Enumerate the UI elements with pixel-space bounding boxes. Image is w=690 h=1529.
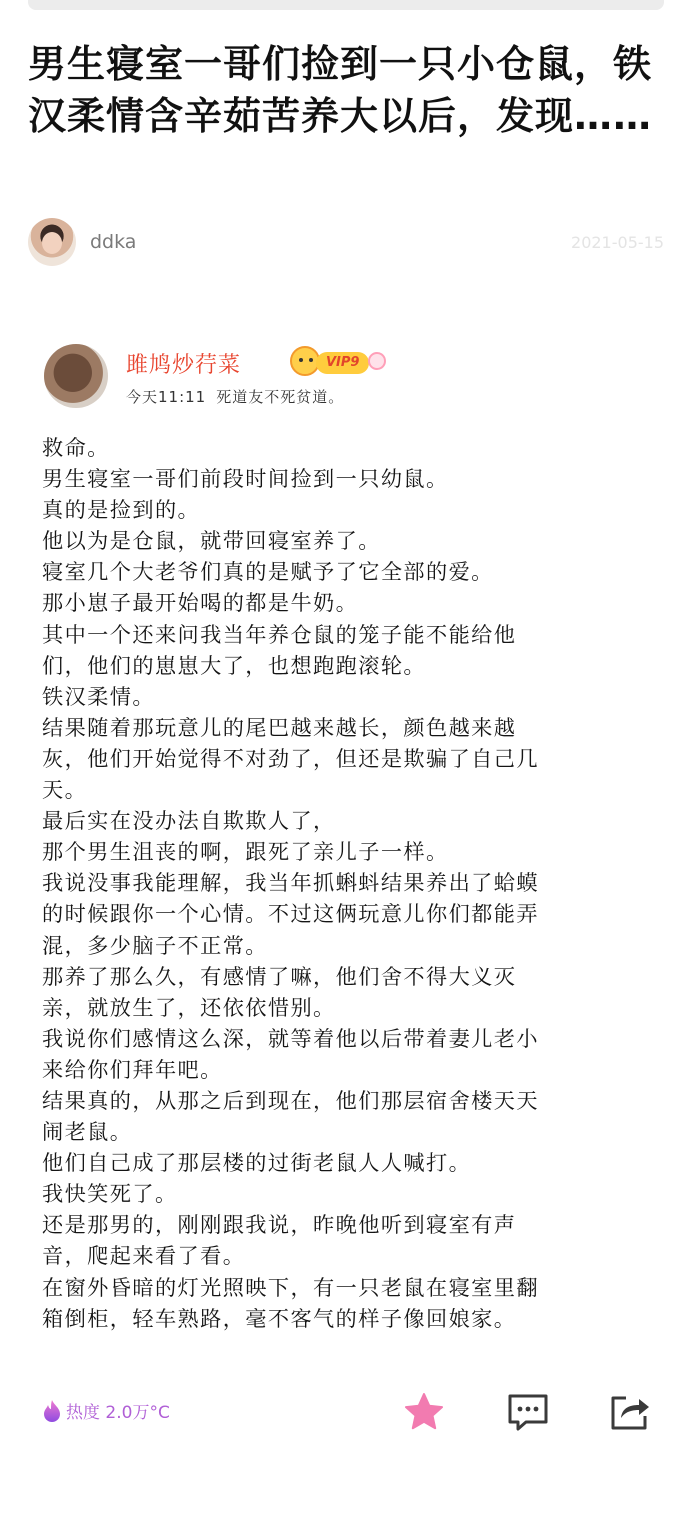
heat-indicator [42, 1398, 170, 1423]
share-icon [608, 1390, 652, 1434]
comment-icon [506, 1390, 550, 1434]
post-line: 铁汉柔情。 [42, 683, 155, 709]
star-icon [402, 1390, 446, 1434]
post-line: 在窗外昏暗的灯光照映下，有一只老鼠在寝室里翻 [42, 1274, 539, 1300]
post-line: 我说没事我能理解，我当年抓蝌蚪结果养出了蛤蟆 [42, 870, 539, 896]
post-line: 他们自己成了那层楼的过街老鼠人人喊打。 [42, 1150, 472, 1176]
post-line: 真的是捡到的。 [42, 497, 201, 523]
post-body [42, 432, 652, 1334]
share-button[interactable] [608, 1390, 652, 1434]
post-line: 最后实在没办法自欺欺人了， [42, 808, 336, 834]
heat-label: 热度 2.0万°C [66, 1403, 170, 1423]
post-line: 那个男生沮丧的啊，跟死了亲儿子一样。 [42, 839, 449, 865]
top-bar [28, 0, 664, 10]
flame-icon [42, 1399, 62, 1423]
post-line: 亲，就放生了，还依依惜别。 [42, 994, 336, 1020]
post-line: 们，他们的崽崽大了，也想跑跑滚轮。 [42, 652, 426, 678]
post-line: 我快笑死了。 [42, 1181, 178, 1207]
post-line: 灰，他们开始觉得不对劲了，但还是欺骗了自己几 [42, 745, 539, 771]
post-line: 其中一个还来问我当年养仓鼠的笼子能不能给他 [42, 621, 517, 647]
post-line: 箱倒柜，轻车熟路，毫不客气的样子像回娘家。 [42, 1305, 517, 1331]
like-button[interactable] [402, 1390, 446, 1434]
poster-name[interactable]: 雎鸠炒荇菜 [126, 353, 242, 378]
post-line: 来给你们拜年吧。 [42, 1056, 223, 1082]
post-line: 音，爬起来看了看。 [42, 1243, 246, 1269]
comment-button[interactable] [506, 1390, 550, 1434]
poster-signature: 死道友不死贫道。 [216, 388, 345, 406]
post-line: 那养了那么久，有感情了嘛，他们舍不得大义灭 [42, 963, 517, 989]
poster-avatar[interactable] [44, 344, 108, 408]
post-date: 2021-05-15 [571, 232, 664, 252]
post-line: 结果随着那玩意儿的尾巴越来越长，颜色越来越 [42, 714, 517, 740]
article-title: 男生寝室一哥们捡到一只小仓鼠，铁汉柔情含辛茹苦养大以后，发现…… [28, 42, 653, 138]
post-line: 闹老鼠。 [42, 1119, 133, 1145]
author-row [28, 216, 664, 268]
poster-meta [126, 386, 344, 407]
post-line: 天。 [42, 777, 88, 803]
post-line: 的时候跟你一个心情。不过这俩玩意儿你们都能弄 [42, 901, 539, 927]
author-name[interactable]: ddka [90, 231, 137, 253]
bottom-action-bar [0, 1384, 690, 1444]
post-line: 混，多少脑子不正常。 [42, 932, 268, 958]
post-line: 男生寝室一哥们前段时间捡到一只幼鼠。 [42, 466, 449, 492]
post-line: 我说你们感情这么深，就等着他以后带着妻儿老小 [42, 1025, 539, 1051]
post-line: 还是那男的，刚刚跟我说，昨晚他听到寝室有声 [42, 1212, 517, 1238]
post-line: 寝室几个大老爷们真的是赋予了它全部的爱。 [42, 559, 494, 585]
vip-badge [290, 344, 390, 378]
post-line: 救命。 [42, 435, 110, 460]
post-line: 那小崽子最开始喝的都是牛奶。 [42, 590, 359, 616]
post-time: 今天11:11 [126, 388, 207, 406]
post-line: 他以为是仓鼠，就带回寝室养了。 [42, 528, 381, 554]
post-line: 结果真的，从那之后到现在，他们那层宿舍楼天天 [42, 1087, 539, 1113]
vip-badge-label: VIP9 [316, 352, 369, 374]
bunny-icon [368, 352, 386, 370]
post-card [0, 322, 690, 1529]
author-avatar[interactable] [28, 218, 76, 266]
